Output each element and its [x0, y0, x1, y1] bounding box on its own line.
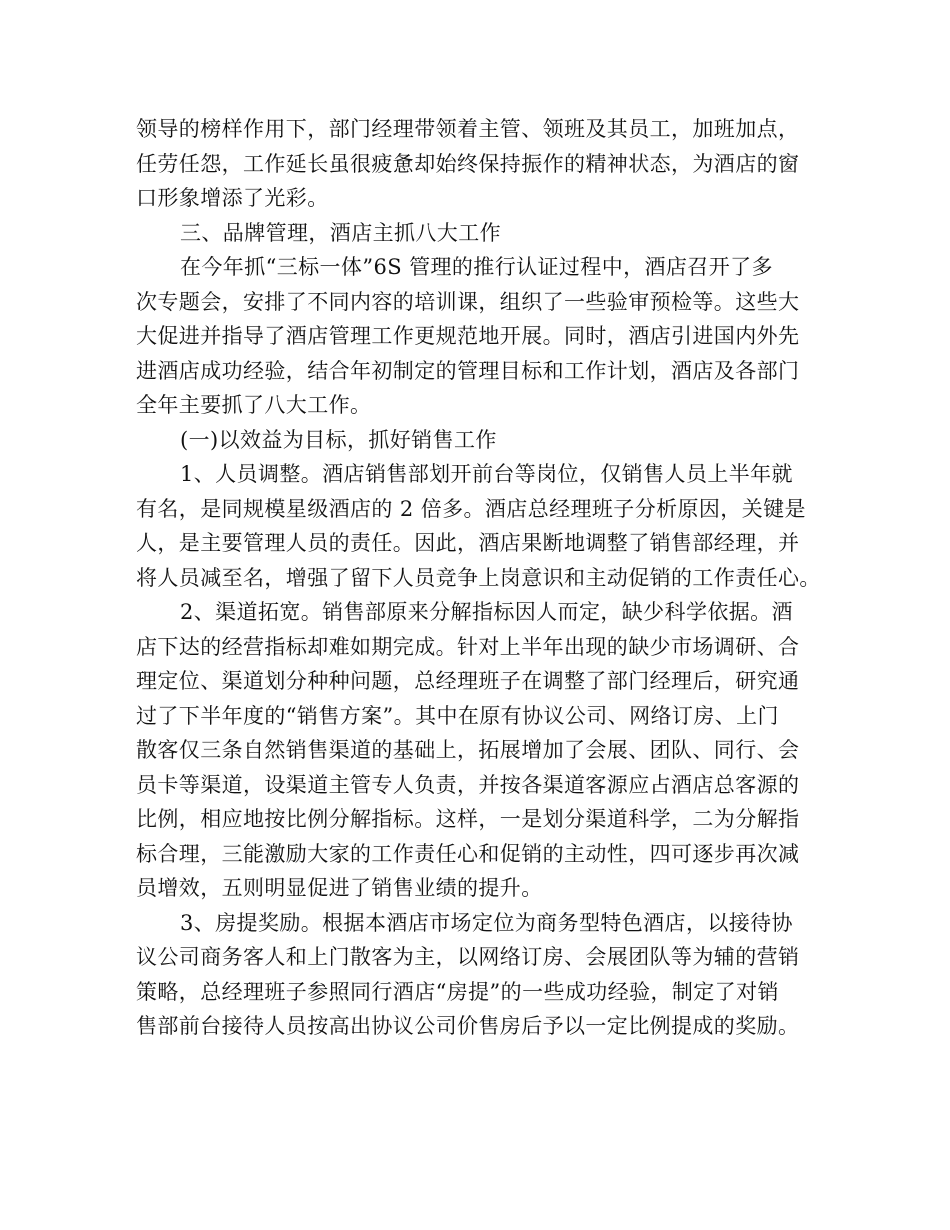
text-line: 三、品牌管理，酒店主抓八大工作: [180, 220, 501, 245]
text-line: 1、人员调整。酒店销售部划开前台等岗位，仅销售人员上半年就: [180, 462, 793, 486]
text-line: 标合理，三能激励大家的工作责任心和促销的主动性，四可逐步再次减: [136, 841, 800, 866]
text-line: 领导的榜样作用下，部门经理带领着主管、领班及其员工，加班加点，: [136, 117, 800, 141]
text-line: 在今年抓“三标一体”6S 管理的推行认证过程中，酒店召开了多: [180, 255, 773, 279]
text-line: 进酒店成功经验，结合年初制定的管理目标和工作计划，酒店及各部门: [136, 358, 800, 383]
text-line: 任劳任怨，工作延长虽很疲惫却始终保持振作的精神状态，为酒店的窗: [136, 151, 800, 176]
text-line: 售部前台接待人员按高出协议公司价售房后予以一定比例提成的奖励。: [136, 1014, 800, 1038]
paragraph: [136, 906, 836, 1044]
text-line: 全年主要抓了八大工作。: [136, 393, 372, 417]
text-line: 人，是主要管理人员的责任。因此，酒店果断地调整了销售部经理，并: [136, 531, 800, 555]
paragraph: [136, 216, 836, 251]
text-line: 议公司商务客人和上门散客为主，以网络订房、会展团队等为辅的营销: [136, 945, 800, 969]
text-line: 3、房提奖励。根据本酒店市场定位为商务型特色酒店，以接待协: [180, 910, 793, 935]
text-line: (一)以效益为目标，抓好销售工作: [180, 427, 497, 452]
paragraph: [136, 423, 836, 458]
paragraph: [136, 112, 836, 216]
text-line: 有名，是同规模星级酒店的 2 倍多。酒店总经理班子分析原因，关键是: [136, 496, 806, 521]
text-line: 理定位、渠道划分种种问题，总经理班子在调整了部门经理后，研究通: [136, 669, 800, 693]
text-line: 员卡等渠道，设渠道主管专人负责，并按各渠道客源应占酒店总客源的: [136, 772, 800, 797]
text-line: 散客仅三条自然销售渠道的基础上，拓展增加了会展、团队、同行、会: [136, 738, 800, 762]
paragraph: [136, 250, 836, 423]
text-line: 店下达的经营指标却难如期完成。针对上半年出现的缺少市场调研、合: [136, 634, 800, 659]
document-body: [136, 112, 836, 1044]
text-line: 2、渠道拓宽。销售部原来分解指标因人而定，缺少科学依据。酒: [180, 600, 793, 624]
text-line: 比例，相应地按比例分解指标。这样，一是划分渠道科学，二为分解指: [136, 807, 800, 831]
text-line: 员增效，五则明显促进了销售业绩的提升。: [136, 876, 543, 900]
text-line: 口形象增添了光彩。: [136, 186, 329, 210]
paragraph: [136, 457, 836, 595]
text-line: 次专题会，安排了不同内容的培训课，组织了一些验审预检等。这些大: [136, 289, 800, 314]
paragraph: [136, 595, 836, 906]
text-line: 策略，总经理班子参照同行酒店“房提”的一些成功经验，制定了对销: [136, 979, 779, 1004]
text-line: 将人员减至名，增强了留下人员竞争上岗意识和主动促销的工作责任心。: [136, 565, 821, 590]
text-line: 过了下半年度的“销售方案”。其中在原有协议公司、网络订房、上门: [136, 703, 779, 728]
text-line: 大促进并指导了酒店管理工作更规范地开展。同时，酒店引进国内外先: [136, 324, 800, 348]
